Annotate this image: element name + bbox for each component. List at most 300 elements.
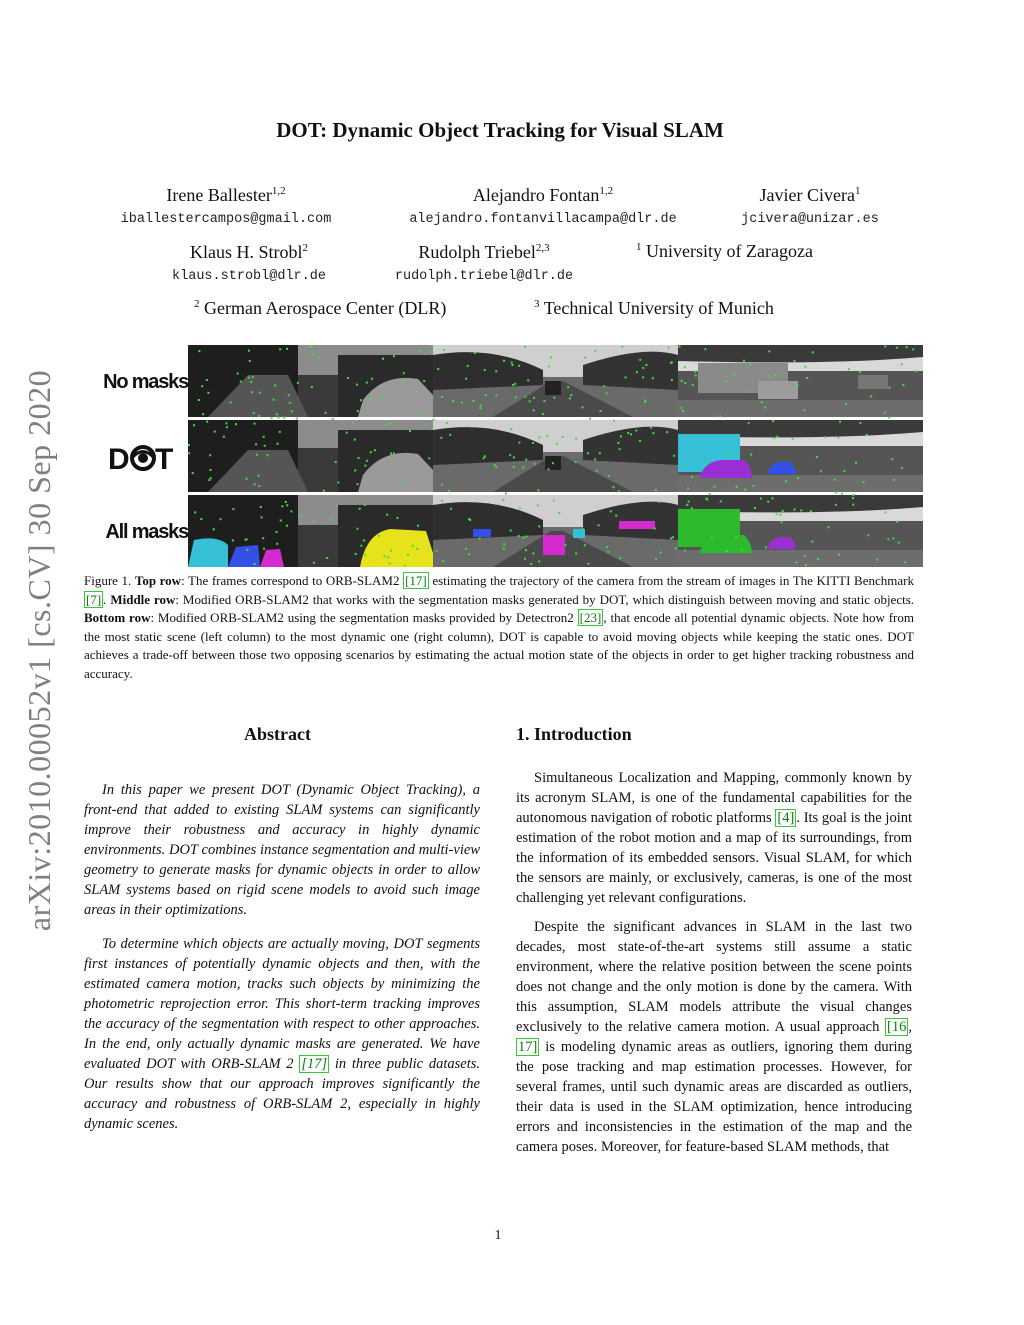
feature-point	[276, 543, 278, 545]
feature-point	[448, 490, 450, 492]
feature-point	[512, 384, 514, 386]
feature-point	[419, 350, 421, 352]
author-sup: 1	[854, 185, 861, 197]
feature-point	[906, 346, 908, 348]
feature-point	[285, 501, 287, 503]
feature-point	[804, 555, 806, 557]
feature-point	[468, 518, 470, 520]
feature-point	[852, 497, 854, 499]
feature-point	[642, 367, 644, 369]
feature-point	[709, 493, 711, 495]
feature-point	[781, 521, 783, 523]
feature-point	[417, 525, 419, 527]
feature-point	[837, 437, 839, 439]
feature-point	[364, 465, 366, 467]
feature-point	[263, 436, 265, 438]
feature-point	[738, 517, 740, 519]
feature-point	[364, 504, 366, 506]
feature-point	[776, 436, 778, 438]
author-email: iballestercampos@gmail.com	[120, 212, 332, 227]
feature-point	[403, 372, 405, 374]
feature-point	[811, 541, 813, 543]
feature-point	[253, 412, 255, 414]
feature-point	[733, 374, 735, 376]
abstract-body	[84, 780, 480, 1148]
feature-point	[587, 452, 589, 454]
feature-point	[249, 360, 251, 362]
feature-point	[575, 461, 577, 463]
feature-point	[625, 377, 627, 379]
feature-point	[286, 525, 288, 527]
feature-point	[605, 392, 607, 394]
feature-point	[684, 465, 686, 467]
feature-point	[465, 378, 467, 380]
feature-point	[503, 360, 505, 362]
feature-point	[210, 469, 212, 471]
feature-point	[193, 424, 195, 426]
feature-point	[206, 421, 208, 423]
feature-point	[835, 492, 837, 494]
feature-point	[687, 487, 689, 489]
author-strobl	[160, 241, 338, 284]
orb-feature-overlay	[188, 345, 923, 567]
feature-point	[652, 432, 654, 434]
feature-point	[901, 363, 903, 365]
feature-point	[776, 513, 778, 515]
feature-point	[804, 366, 806, 368]
dot-logo	[108, 441, 188, 473]
feature-point	[371, 378, 373, 380]
feature-point	[355, 553, 357, 555]
feature-point	[360, 545, 362, 547]
feature-point	[800, 509, 802, 511]
feature-point	[474, 352, 476, 354]
feature-point	[704, 348, 706, 350]
feature-point	[848, 368, 850, 370]
feature-point	[248, 350, 250, 352]
feature-point	[450, 508, 452, 510]
feature-point	[364, 554, 366, 556]
feature-point	[772, 420, 774, 422]
feature-point	[748, 422, 750, 424]
feature-point	[366, 460, 368, 462]
feature-point	[655, 558, 657, 560]
feature-point	[323, 511, 325, 513]
feature-point	[226, 426, 228, 428]
feature-point	[828, 526, 830, 528]
feature-point	[596, 470, 598, 472]
feature-point	[870, 395, 872, 397]
feature-point	[425, 424, 427, 426]
feature-point	[645, 364, 647, 366]
feature-point	[400, 481, 402, 483]
feature-point	[286, 348, 288, 350]
feature-point	[582, 406, 584, 408]
author-email: rudolph.triebel@dlr.de	[394, 269, 574, 284]
feature-point	[252, 376, 254, 378]
feature-point	[461, 402, 463, 404]
introduction-body	[516, 768, 912, 1166]
feature-point	[200, 518, 202, 520]
feature-point	[446, 422, 448, 424]
feature-point	[480, 405, 482, 407]
feature-point	[891, 458, 893, 460]
feature-point	[522, 467, 524, 469]
affiliation-sup: 2	[194, 298, 200, 310]
feature-point	[277, 443, 279, 445]
feature-point	[192, 472, 194, 474]
row-label-no-masks: No masks	[103, 371, 188, 393]
feature-point	[671, 361, 673, 363]
feature-point	[537, 505, 539, 507]
citation-link[interactable]: [4]	[777, 810, 795, 826]
feature-point	[503, 548, 505, 550]
feature-point	[209, 454, 211, 456]
feature-point	[358, 457, 360, 459]
feature-point	[409, 430, 411, 432]
feature-point	[280, 520, 282, 522]
feature-point	[754, 507, 756, 509]
dot-logo-graphic	[108, 441, 188, 473]
feature-point	[705, 498, 707, 500]
feature-point	[670, 537, 672, 539]
feature-point	[548, 468, 550, 470]
feature-point	[644, 401, 646, 403]
feature-point	[214, 431, 216, 433]
feature-point	[452, 400, 454, 402]
abstract-paragraph: In this paper we present DOT (Dynamic Object Tracking), a front-end that added to existing SLAM systems can significantly improve their robustness and accuracy in highly dynamic environments. DOT combines instance segmentation and multi-view geometry to generate masks for dynamic objects in order to allow SLAM systems based on rigid scene models to avoid such image areas in their optimizations.	[84, 782, 480, 918]
feature-point	[564, 544, 566, 546]
feature-point	[479, 407, 481, 409]
feature-point	[529, 400, 531, 402]
feature-point	[767, 501, 769, 503]
feature-point	[279, 348, 281, 350]
feature-point	[473, 400, 475, 402]
feature-point	[515, 396, 517, 398]
feature-point	[538, 561, 540, 563]
feature-point	[248, 377, 250, 379]
feature-point	[617, 442, 619, 444]
feature-point	[530, 563, 532, 565]
feature-point	[202, 413, 204, 415]
feature-point	[525, 459, 527, 461]
feature-point	[386, 514, 388, 516]
feature-point	[538, 525, 540, 527]
feature-point	[761, 401, 763, 403]
feature-point	[443, 349, 445, 351]
feature-point	[558, 512, 560, 514]
feature-point	[494, 464, 496, 466]
feature-point	[720, 500, 722, 502]
citation-link[interactable]: [16	[887, 1019, 907, 1035]
feature-point	[594, 458, 596, 460]
feature-point	[824, 436, 826, 438]
feature-point	[479, 537, 481, 539]
svg-text:D: D	[108, 443, 130, 473]
feature-point	[465, 548, 467, 550]
feature-point	[278, 417, 280, 419]
feature-point	[889, 387, 891, 389]
feature-point	[901, 467, 903, 469]
feature-point	[863, 481, 865, 483]
feature-point	[912, 348, 914, 350]
feature-point	[201, 385, 203, 387]
feature-point	[273, 399, 275, 401]
figure-1	[88, 345, 914, 567]
feature-point	[245, 539, 247, 541]
feature-point	[584, 357, 586, 359]
feature-point	[782, 510, 784, 512]
feature-point	[792, 438, 794, 440]
feature-point	[210, 477, 212, 479]
feature-point	[436, 550, 438, 552]
feature-point	[550, 356, 552, 358]
feature-point	[271, 417, 273, 419]
feature-point	[749, 363, 751, 365]
author-sup: 2,3	[535, 242, 550, 254]
feature-point	[360, 399, 362, 401]
feature-point	[600, 410, 602, 412]
feature-point	[356, 384, 358, 386]
feature-point	[297, 382, 299, 384]
feature-point	[671, 379, 673, 381]
feature-point	[527, 379, 529, 381]
citation-link[interactable]: 17]	[518, 1039, 538, 1055]
feature-point	[779, 514, 781, 516]
feature-point	[357, 483, 359, 485]
feature-point	[915, 370, 917, 372]
feature-point	[441, 500, 443, 502]
citation-link[interactable]: [17]	[301, 1056, 328, 1072]
feature-point	[337, 482, 339, 484]
feature-point	[309, 345, 311, 347]
citation-link[interactable]: [7]	[86, 591, 102, 607]
feature-point	[313, 520, 315, 522]
feature-point	[511, 362, 513, 364]
feature-point	[562, 436, 564, 438]
feature-point	[725, 453, 727, 455]
feature-point	[898, 542, 900, 544]
author-sup: 1,2	[599, 185, 614, 197]
feature-point	[694, 371, 696, 373]
feature-point	[250, 381, 252, 383]
feature-point	[468, 553, 470, 555]
caption-bottom-row-label: Bottom row	[84, 610, 151, 625]
author-sup: 1,2	[271, 185, 286, 197]
author-email: alejandro.fontanvillacampa@dlr.de	[409, 212, 677, 227]
svg-text:T: T	[155, 443, 174, 473]
feature-point	[291, 410, 293, 412]
feature-point	[552, 462, 554, 464]
feature-point	[816, 456, 818, 458]
feature-point	[223, 436, 225, 438]
feature-point	[524, 396, 526, 398]
feature-point	[532, 442, 534, 444]
feature-point	[389, 563, 391, 565]
feature-point	[753, 485, 755, 487]
feature-point	[542, 413, 544, 415]
feature-point	[764, 406, 766, 408]
feature-point	[672, 536, 674, 538]
feature-point	[246, 478, 248, 480]
feature-point	[575, 553, 577, 555]
feature-point	[812, 351, 814, 353]
feature-point	[588, 563, 590, 565]
feature-point	[393, 355, 395, 357]
feature-point	[402, 379, 404, 381]
intro-paragraph: Despite the significant advances in SLAM in the last two decades, most state-of-the-art systems still assume a static environment, where the relative position between the scene points does not change and the only motion is done by the camera. With this assumption, SLAM models attribute the visual changes exclusively to the relative camera motion. A usual approach [16 , 17] is modeling dynamic areas as outliers, ignoring them during the pose tracking and map estimation processes. However, for several frames, until such dynamic areas are discarded as outliers, their data is used in the SLAM optimization, hence introducing errors and inconsistencies in the estimation of the map and the camera poses. Moreover, for feature-based SLAM methods, that	[516, 919, 912, 1155]
feature-point	[440, 437, 442, 439]
feature-point	[384, 424, 386, 426]
feature-point	[608, 475, 610, 477]
feature-point	[352, 422, 354, 424]
feature-point	[290, 510, 292, 512]
feature-point	[838, 554, 840, 556]
feature-point	[261, 516, 263, 518]
feature-point	[660, 552, 662, 554]
feature-point	[357, 528, 359, 530]
author-name: Rudolph Triebel	[418, 242, 536, 262]
feature-point	[810, 510, 812, 512]
feature-point	[509, 454, 511, 456]
feature-point	[258, 485, 260, 487]
feature-point	[279, 431, 281, 433]
feature-point	[681, 380, 683, 382]
affiliation-name: German Aerospace Center (DLR)	[204, 298, 447, 318]
feature-point	[430, 351, 432, 353]
feature-point	[412, 545, 414, 547]
author-fontan	[393, 184, 693, 227]
feature-point	[207, 392, 209, 394]
feature-point	[615, 515, 617, 517]
feature-point	[695, 374, 697, 376]
feature-point	[390, 423, 392, 425]
feature-point	[548, 366, 550, 368]
feature-point	[768, 375, 770, 377]
feature-point	[635, 430, 637, 432]
citation-link[interactable]: [17]	[405, 573, 427, 588]
feature-point	[264, 445, 266, 447]
affiliation-dlr	[194, 298, 446, 319]
feature-point	[198, 350, 200, 352]
feature-point	[374, 449, 376, 451]
feature-point	[484, 369, 486, 371]
feature-point	[902, 384, 904, 386]
intro-paragraph: Simultaneous Localization and Mapping, commonly known by its acronym SLAM, is one of the fundamental capabilities for the autonomous navigation of robotic platforms [4] . Its goal is the joint estimation of the robot motion and a map of its surroundings, from the information of its embedded sensors. Visual SLAM, for which the sensors are mainly, or exclusively, cameras, is one of the most challenging yet relevant configurations.	[516, 770, 912, 906]
feature-point	[208, 479, 210, 481]
feature-point	[289, 402, 291, 404]
feature-point	[750, 454, 752, 456]
feature-point	[841, 493, 843, 495]
feature-point	[876, 558, 878, 560]
arxiv-stamp-text: arXiv:2010.00052v1 [cs.CV] 30 Sep 2020	[21, 369, 58, 931]
feature-point	[258, 475, 260, 477]
feature-point	[518, 535, 520, 537]
affiliation-sup: 3	[534, 298, 540, 310]
feature-point	[370, 451, 372, 453]
feature-point	[393, 452, 395, 454]
feature-point	[772, 497, 774, 499]
feature-point	[795, 562, 797, 564]
feature-point	[867, 534, 869, 536]
feature-point	[655, 489, 657, 491]
feature-point	[240, 381, 242, 383]
feature-point	[688, 501, 690, 503]
author-email: klaus.strobl@dlr.de	[172, 269, 326, 284]
abstract-heading: Abstract	[244, 724, 311, 744]
feature-point	[274, 384, 276, 386]
feature-point	[437, 368, 439, 370]
feature-point	[745, 391, 747, 393]
feature-point	[502, 499, 504, 501]
feature-point	[442, 560, 444, 562]
feature-point	[691, 507, 693, 509]
feature-point	[518, 442, 520, 444]
feature-point	[760, 498, 762, 500]
feature-point	[794, 509, 796, 511]
feature-point	[885, 511, 887, 513]
feature-point	[449, 434, 451, 436]
feature-point	[525, 549, 527, 551]
feature-point	[513, 456, 515, 458]
feature-point	[256, 454, 258, 456]
feature-point	[441, 484, 443, 486]
feature-point	[613, 486, 615, 488]
feature-point	[390, 453, 392, 455]
feature-point	[423, 380, 425, 382]
author-civera	[730, 184, 890, 227]
feature-point	[686, 504, 688, 506]
feature-point	[668, 347, 670, 349]
feature-point	[859, 371, 861, 373]
feature-point	[892, 537, 894, 539]
feature-point	[692, 384, 694, 386]
feature-point	[188, 444, 190, 446]
feature-point	[254, 563, 256, 565]
feature-point	[384, 555, 386, 557]
feature-point	[467, 365, 469, 367]
figure-caption: Figure 1. Top row: The frames correspond to ORB-SLAM2 [17] estimating the trajectory of the camera from the stream of images in The KITTI Benchmark [7] . Middle row: Modified ORB-SLAM2 that works with the segmentation masks generated by DOT, which distinguish between moving and static objects. Bottom row: Modified ORB-SLAM2 using the segmentation masks provided by Detectron2 [23] , that encode all potential dynamic objects. Note how from the most static scene (left column) to the most dynamic one (right column), DOT is capable to avoid moving objects while keeping the static ones. DOT achieves a trade-off between those two opposing scenarios by estimating the actual motion state of the objects in order to get higher tracking robustness and accuracy.	[84, 573, 915, 681]
feature-point	[346, 432, 348, 434]
feature-point	[852, 504, 854, 506]
feature-point	[397, 517, 399, 519]
affiliation-zaragoza	[636, 241, 813, 262]
feature-point	[543, 400, 545, 402]
feature-point	[232, 539, 234, 541]
feature-point	[441, 396, 443, 398]
feature-point	[263, 548, 265, 550]
feature-point	[317, 356, 319, 358]
feature-point	[654, 528, 656, 530]
introduction-heading: 1. Introduction	[516, 724, 632, 744]
feature-point	[276, 531, 278, 533]
feature-point	[225, 422, 227, 424]
feature-point	[537, 489, 539, 491]
citation-link[interactable]: [23]	[579, 610, 602, 625]
feature-point	[887, 538, 889, 540]
affiliation-tum	[534, 298, 774, 319]
feature-point	[607, 551, 609, 553]
feature-point	[575, 438, 577, 440]
affiliation-name: University of Zaragoza	[646, 241, 813, 261]
feature-point	[281, 505, 283, 507]
feature-point	[484, 455, 486, 457]
feature-point	[567, 386, 569, 388]
feature-point	[806, 377, 808, 379]
feature-point	[191, 560, 193, 562]
author-sup: 2	[302, 242, 308, 254]
feature-point	[639, 359, 641, 361]
